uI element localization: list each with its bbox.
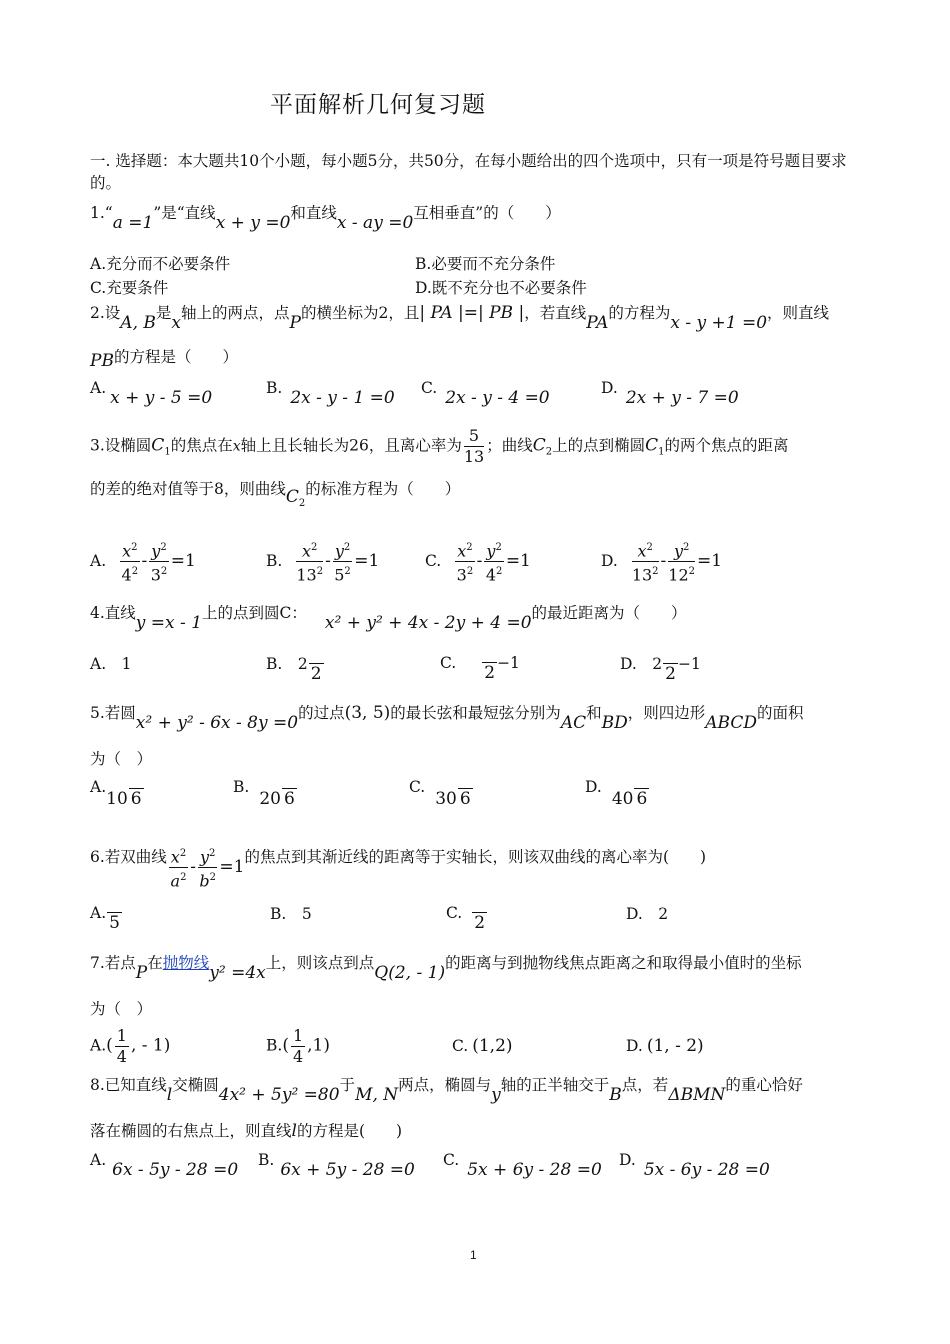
q8-option-a: A. 6x - 5y - 28 =0 (90, 1151, 239, 1180)
q2-option-d: D. 2x + y - 7 =0 (601, 379, 739, 408)
q7-option-d: D. (1, - 2) (626, 1036, 704, 1056)
question-3: 3.设椭圆$C_1$的焦点在x轴上且长轴长为26，且离心率为 $\frac{5}{13}$ ；曲线$C_2$上的点到椭圆$C_1$的两个焦点的距离 (90, 426, 789, 466)
q3-option-b: B. $\frac{x^2}{13^2}$ - $\frac{y^2}{5^2}$ =1 (266, 538, 379, 586)
page-title: 平面解析几何复习题 (270, 92, 486, 118)
question-2: 2.设A, B是x轴上的两点，点P的横坐标为2，且| PA |=| PB |，若直线PA的方程为x - y +1 =0，则直线 (90, 303, 830, 333)
q5-option-a: A.10 6 (90, 778, 142, 809)
question-8-line-2: 落在椭圆的右焦点上，则直线l的方程是( ) (90, 1121, 403, 1141)
q6-option-b: B. 5 (270, 905, 312, 923)
q8-option-d: D. 5x - 6y - 28 =0 (619, 1151, 770, 1180)
question-7: 7.若点P在抛物线y² =4x上，则该点到点Q(2, - 1)的距离与到抛物线焦点距离之和取得最小值时的坐标 (90, 954, 802, 983)
q2-option-a: A. x + y - 5 =0 (90, 379, 213, 408)
question-7-line-2: 为（ ） (90, 1000, 153, 1018)
q8-option-c: C. 5x + 6y - 28 =0 (443, 1151, 602, 1180)
q6-option-c: C. 2 (446, 904, 486, 933)
q4-option-d: D. 2 2 −1 (620, 655, 701, 684)
q7-option-c: C. (1,2) (452, 1036, 513, 1056)
q4-option-b: B. 2 2 (266, 655, 322, 684)
question-8: 8.已知直线l交椭圆4x² + 5y² =80于M, N两点，椭圆与y轴的正半轴交于B点，若ΔBMN的重心恰好 (90, 1076, 803, 1105)
question-1: 1.“a =1”是“直线x + y =0和直线x - ay =0互相垂直”的（ ） (90, 204, 561, 233)
q1-option-a: A.充分而不必要条件 (90, 255, 231, 273)
q1-option-d: D.既不充分也不必要条件 (415, 279, 587, 297)
section-instructions: 一. 选择题：本大题共10个小题，每小题5分，共50分，在每小题给出的四个选项中，只有一项是符号题目要求的。 (90, 152, 847, 192)
q4-option-a: A. 1 (90, 655, 132, 673)
question-5: 5.若圆x² + y² - 6x - 8y =0的过点(3, 5)的最长弦和最短弦分别为AC和BD，则四边形ABCD的面积 (90, 703, 804, 733)
q3-option-d: D. $\frac{x^2}{13^2}$ - $\frac{y^2}{12^2}$ =1 (601, 538, 722, 586)
q5-option-c: C.30 6 (409, 778, 471, 809)
question-4: 4.直线y =x - 1上的点到圆C： x² + y² + 4x - 2y + 4 =0的最近距离为（ ） (90, 604, 687, 633)
q1-option-c: C.充要条件 (90, 279, 169, 297)
q6-option-d: D. 2 (626, 905, 669, 923)
question-2-line-2: PB的方程是（ ） (90, 348, 238, 371)
question-3-line-2: 的差的绝对值等于8，则曲线$C_2$的标准方程为（ ） (90, 480, 461, 510)
q6-option-a: A. 5 (90, 904, 120, 933)
q2-option-c: C. 2x - y - 4 =0 (421, 379, 550, 408)
q1-option-b: B.必要而不充分条件 (415, 255, 556, 273)
q2-option-b: B. 2x - y - 1 =0 (266, 379, 395, 408)
q5-option-b: B.20 6 (233, 778, 295, 809)
q7-option-a: A.( $\frac{1}{4}$ , - 1) (90, 1026, 171, 1066)
question-5-line-2: 为（ ） (90, 750, 153, 768)
q3-option-c: C. $\frac{x^2}{3^2}$ - $\frac{y^2}{4^2}$ =1 (425, 538, 531, 586)
parabola-link[interactable]: 抛物线 (162, 954, 210, 972)
q5-option-d: D.40 6 (585, 778, 648, 809)
q7-option-b: B.( $\frac{1}{4}$ ,1) (266, 1026, 331, 1066)
q8-option-b: B. 6x + 5y - 28 =0 (258, 1151, 415, 1180)
page-number: 1 (470, 1248, 477, 1262)
eccentricity-fraction: $\frac{5}{13}$ (463, 426, 485, 466)
q3-option-a: A. $\frac{x^2}{4^2}$ - $\frac{y^2}{3^2}$ =1 (90, 538, 196, 586)
q4-option-c: C. 2 −1 (440, 654, 520, 683)
question-6: 6.若双曲线 $\frac{x^2}{a^2}$ - $\frac{y^2}{b^2}$ =1的焦点到其渐近线的距离等于实轴长，则该双曲线的离心率为( ) (90, 834, 706, 882)
